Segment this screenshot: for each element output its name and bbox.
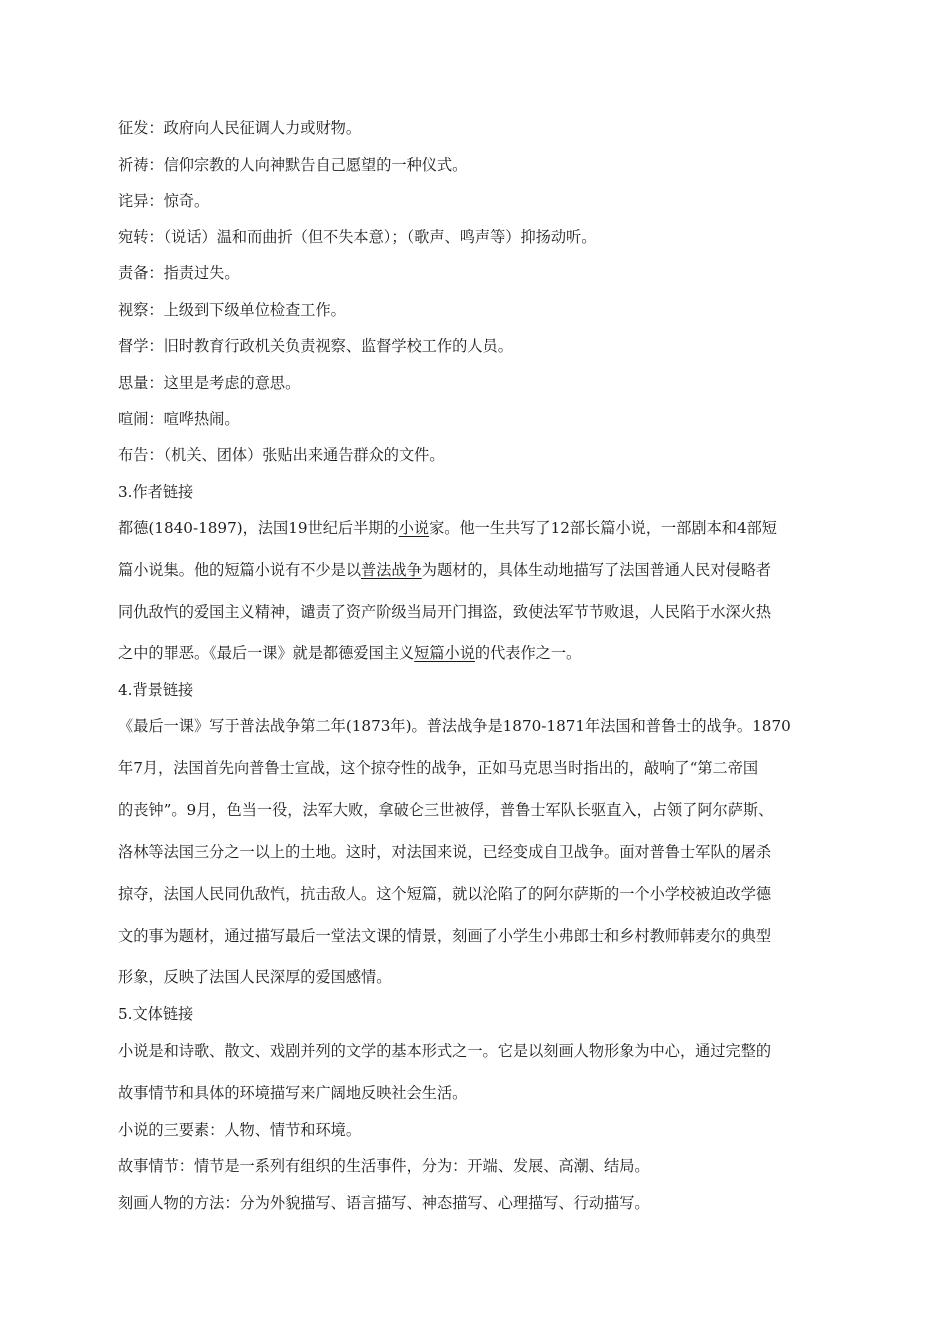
- paragraph-line: [118, 643, 581, 663]
- glossary-entry: 祈祷：信仰宗教的人向神默告自己愿望的一种仪式。: [118, 156, 468, 174]
- paragraph-line: 《最后一课》写于普法战争第二年(1873年)。普法战争是1870-1871年法国和普鲁士的战争。1870: [118, 717, 791, 735]
- text-run: 为题材的，具体生动地描写了法国普通人民对侵略者: [421, 561, 772, 579]
- paragraph-line: 小说的三要素：人物、情节和环境。: [118, 1121, 361, 1139]
- glossary-entry: 征发：政府向人民征调人力或财物。: [118, 119, 361, 137]
- underlined-term: 普法战争: [361, 561, 422, 579]
- text-run: 篇小说集。他的短篇小说有不少是以: [118, 561, 361, 579]
- paragraph-line: [118, 560, 771, 580]
- paragraph-line: 文的事为题材，通过描写最后一堂法文课的情景，刻画了小学生小弗郎士和乡村教师韩麦尔的典型: [118, 927, 772, 945]
- paragraph-line: 年7月，法国首先向普鲁士宣战，这个掠夺性的战争，正如马克思当时指出的，敲响了“第二帝国: [118, 759, 759, 777]
- paragraph-line: 故事情节和具体的环境描写来广阔地反映社会生活。: [118, 1084, 468, 1102]
- section-heading-author: 3.作者链接: [118, 483, 194, 501]
- text-run: 之中的罪恶。《最后一课》就是都德爱国主义: [118, 644, 415, 662]
- glossary-entry: 视察：上级到下级单位检查工作。: [118, 301, 346, 319]
- section-heading-background: 4.背景链接: [118, 681, 194, 699]
- paragraph-line: 同仇敌忾的爱国主义精神，谴责了资产阶级当局开门揖盗，致使法军节节败退，人民陷于水深火热: [118, 603, 772, 621]
- paragraph-line: 形象，反映了法国人民深厚的爱国感情。: [118, 968, 392, 986]
- glossary-entry: 喧闹：喧哗热闹。: [118, 410, 240, 428]
- text-run: 的代表作之一。: [474, 644, 582, 662]
- glossary-entry: 布告：（机关、团体）张贴出来通告群众的文件。: [118, 446, 445, 464]
- paragraph-line: 故事情节：情节是一系列有组织的生活事件，分为：开端、发展、高潮、结局。: [118, 1157, 650, 1175]
- paragraph-line: 洛林等法国三分之一以上的土地。这时，对法国来说，已经变成自卫战争。面对普鲁士军队的屠杀: [118, 843, 772, 861]
- paragraph-line: [118, 518, 777, 538]
- text-run: 家。他一生共写了12部长篇小说，一部剧本和4部短: [429, 519, 777, 537]
- paragraph-line: 刻画人物的方法：分为外貌描写、语言描写、神态描写、心理描写、行动描写。: [118, 1194, 650, 1212]
- paragraph-line: 掠夺，法国人民同仇敌忾，抗击敌人。这个短篇，就以沦陷了的阿尔萨斯的一个小学校被迫改学德: [118, 885, 772, 903]
- glossary-entry: 宛转：（说话）温和而曲折（但不失本意）；（歌声、鸣声等）抑扬动听。: [118, 228, 597, 246]
- underlined-term: 短篇小说: [414, 644, 475, 662]
- glossary-entry: 诧异：惊奇。: [118, 192, 210, 210]
- paragraph-line: 小说是和诗歌、散文、戏剧并列的文学的基本形式之一。它是以刻画人物形象为中心，通过完整的: [118, 1042, 772, 1060]
- glossary-entry: 责备：指责过失。: [118, 264, 240, 282]
- section-heading-genre: 5.文体链接: [118, 1005, 194, 1023]
- paragraph-line: 的丧钟”。9月，色当一役，法军大败，拿破仑三世被俘，普鲁士军队长驱直入，占领了阿尔萨斯、: [118, 801, 774, 819]
- underlined-term: 小说: [398, 519, 430, 537]
- glossary-entry: 思量：这里是考虑的意思。: [118, 374, 301, 392]
- glossary-entry: 督学：旧时教育行政机关负责视察、监督学校工作的人员。: [118, 337, 513, 355]
- text-run: 都德(1840-1897)，法国19世纪后半期的: [118, 519, 399, 537]
